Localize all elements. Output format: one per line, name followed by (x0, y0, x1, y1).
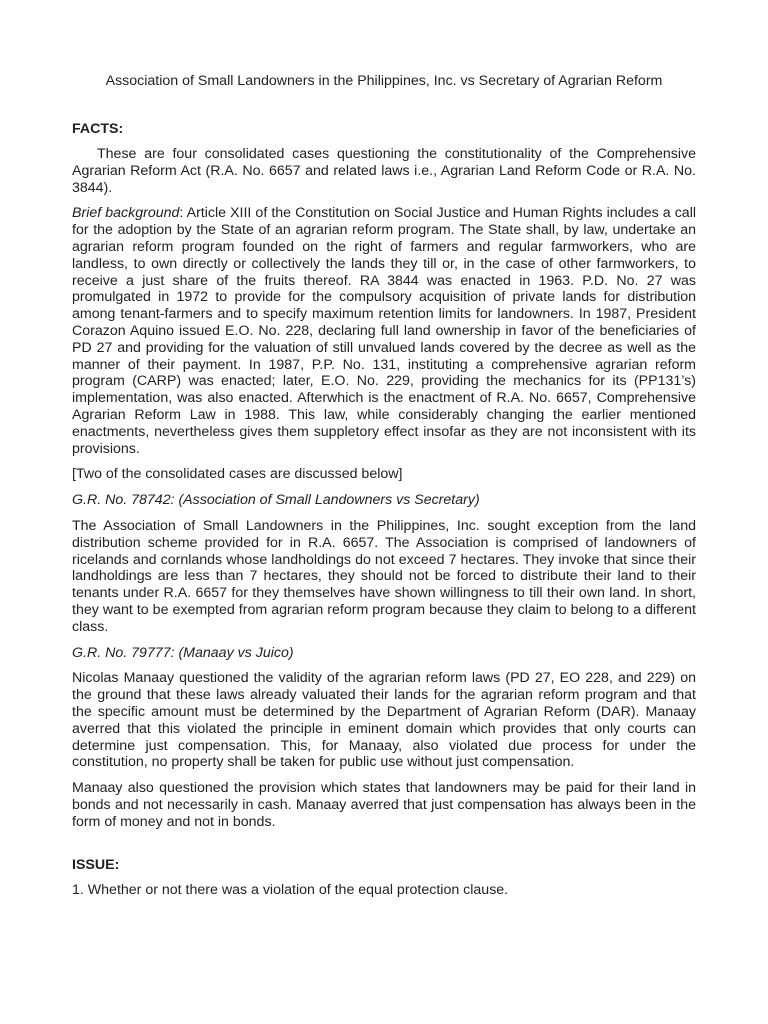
case-78742-heading: G.R. No. 78742: (Association of Small Landowners vs Secretary) (72, 492, 480, 509)
brief-background-text: : Article XIII of the Constitution on Social Justice and Human Rights includes a call for the adoption by the State of an agrarian reform program. The State shall, by law, undertake an agrarian reform program founded on the right of farmers and regular farmworkers, who are landless, to own directly or collectively the lands they till or, in the case of other farmworkers, to receive a just share of the fruits thereof. RA 3844 was enacted in 1963. P.D. No. 27 was promulgated in 1972 to provide for the compulsory acquisition of private lands for distribution among tenant-farmers and to specify maximum retention limits for landowners. In 1987, President Corazon Aquino issued E.O. No. 228, declaring full land ownership in favor of the beneficiaries of PD 27 and providing for the valuation of still unvalued lands covered by the decree as well as the manner of their payment. In 1987, P.P. No. 131, instituting a comprehensive agrarian reform program (CARP) was enacted; later, E.O. No. 229, providing the mechanics for its (PP131’s) implementation, was also enacted. Afterwhich is the enactment of R.A. No. 6657, Comprehensive Agrarian Reform Law in 1988. This law, while considerably changing the earlier mentioned enactments, nevertheless gives them suppletory effect insofar as they are not inconsistent with its provisions. (72, 205, 696, 457)
case-78742-paragraph: The Association of Small Landowners in the Philippines, Inc. sought exception from the land distribution scheme provided for in R.A. 6657. The Association is comprised of landowners of ricelands and cornlands whose landholdings do not exceed 7 hectares. They invoke that since their landholdings are less than 7 hectares, they should not be forced to distribute their land to their tenants under R.A. 6657 for they themselves have shown willingness to till their own land. In short, they want to be exempted from agrarian reform program because they claim to belong to a different class. (72, 517, 696, 635)
facts-intro-paragraph: These are four consolidated cases questioning the constitutionality of the Comprehensive Agrarian Reform Act (R.A. No. 6657 and related laws i.e., Agrarian Land Reform Code or R.A. No. 3844). (72, 146, 696, 196)
facts-heading: FACTS: (72, 121, 124, 137)
document-title: Association of Small Landowners in the Philippines, Inc. vs Secretary of Agrarian Reform (105, 73, 663, 89)
case-79777-paragraph-1: Nicolas Manaay questioned the validity of the agrarian reform laws (PD 27, EO 228, and 229) on the ground that these laws already valuated their lands for the agrarian reform program and that the specific amount must be determined by the Department of Agrarian Reform (DAR). Manaay averred that this violated the principle in eminent domain which provides that only courts can determine just compensation. This, for Manaay, also violated due process for under the constitution, no property shall be taken for public use without just compensation. (72, 670, 696, 771)
case-79777-paragraph-2: Manaay also questioned the provision which states that landowners may be paid for their land in bonds and not necessarily in cash. Manaay averred that just compensation has always been in the form of money and not in bonds. (72, 780, 696, 830)
issue-heading: ISSUE: (72, 857, 120, 874)
brief-background-paragraph (72, 205, 696, 457)
issue-item-1: 1. Whether or not there was a violation of the equal protection clause. (72, 882, 509, 899)
case-79777-heading: G.R. No. 79777: (Manaay vs Juico) (72, 644, 294, 661)
consolidated-cases-note: [Two of the consolidated cases are discussed below] (72, 466, 403, 483)
brief-background-label: Brief background (72, 205, 180, 222)
